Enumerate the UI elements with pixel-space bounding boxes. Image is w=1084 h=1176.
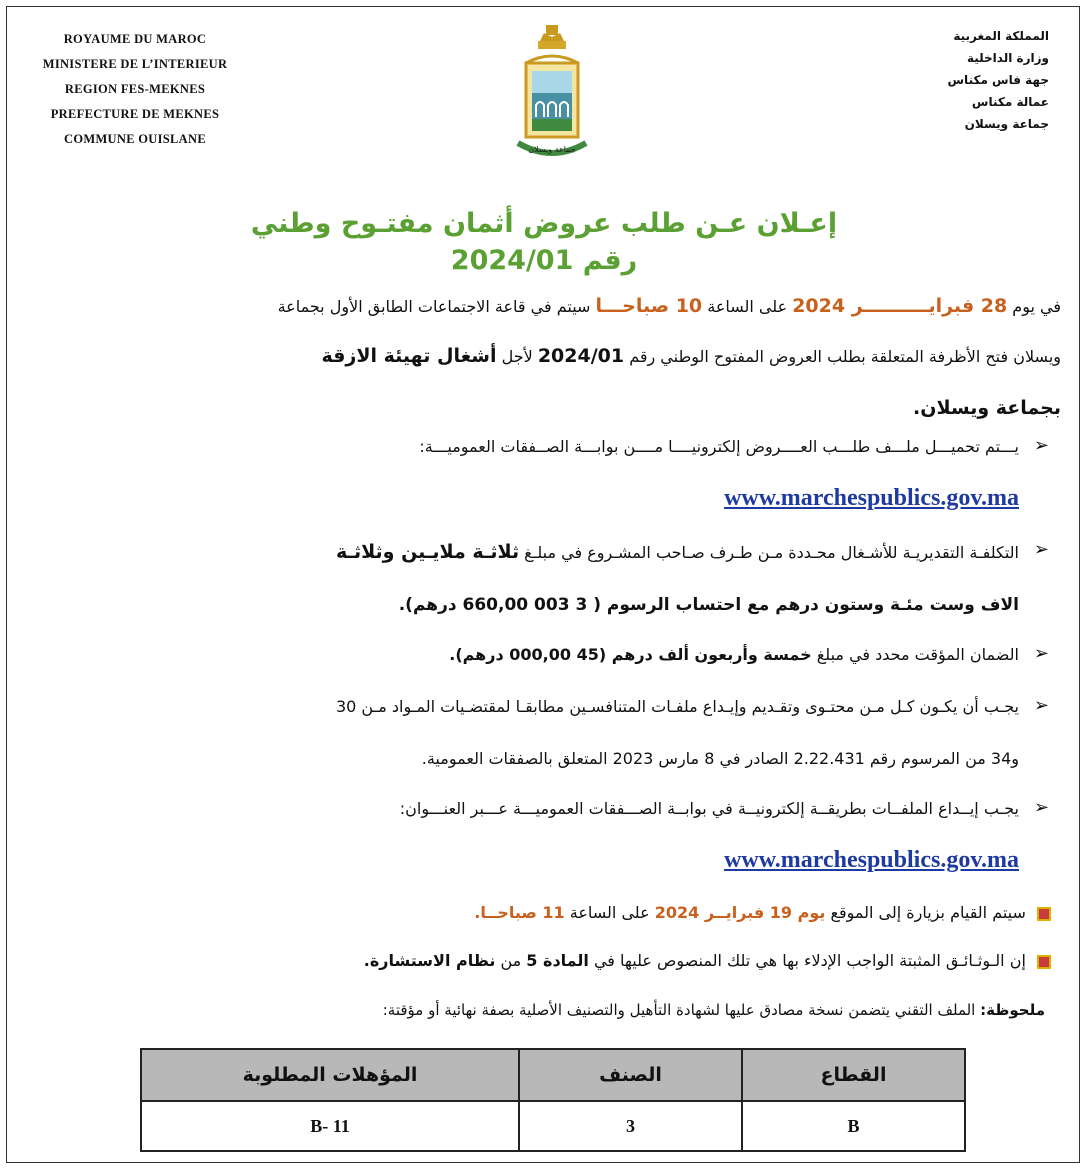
commune-logo [504,21,600,163]
intro-line-3: بجماعة ويسلان. [913,397,1061,419]
arrow-bullet-icon: ➢ [1033,695,1049,716]
cell-sector: B [742,1101,965,1151]
header-fr-line: REGION FES-MEKNES [64,82,206,96]
documents-text: من [500,951,522,970]
cost-text: التكلفـة التقديريـة للأشـغال محـددة مـن طـرف صـاحب المشـروع في مبلـغ [524,543,1019,562]
opening-date: 28 فبرايــــــــــر 2024 [792,295,1008,317]
header-arabic [919,25,1049,135]
announcement-number: رقم 2024/01 [450,245,638,276]
documents-line [25,951,1051,970]
cost-line-1 [25,541,1019,563]
intro-line-2 [25,345,1061,367]
content-line-1: يجـب أن يكـون كـل مـن محتـوى وتقـديم وإيـداع ملفـات المتنافسـين مطابقـا لمقتضـيات المـواد مـن 30 [335,697,1019,716]
header-fr-line: ROYAUME DU MAROC [63,32,207,46]
intro-text: سيتم في قاعة الاجتماعات الطابق الأول بجماعة [277,297,591,316]
header-ar-line: عمالة مكناس [971,95,1049,109]
square-bullet-icon [1037,955,1051,969]
guarantee-amount: خمسة وأربعون ألف درهم (45 000,00 درهم). [449,645,812,664]
intro-text: ويسلان فتح الأظرفة المتعلقة بطلب العروض المفتوح الوطني رقم [629,347,1061,366]
intro-text: لأجل [501,347,533,366]
tender-number: 2024/01 [537,345,625,367]
intro-line-1 [25,295,1061,317]
guarantee-line [25,645,1019,664]
logo-caption: جماعة ويسلان [528,145,576,154]
cell-qualifications: 11 -B [141,1101,519,1151]
deposit-text: يجـب إيــداع الملفــات بطريقــة إلكترونيــة في بوابــة الصـــفقات العموميـــة عـــبر العنـــوان: [399,799,1019,818]
content-line-2: و34 من المرسوم رقم 2.22.431 الصادر في 8 مارس 2023 المتعلق بالصفقات العمومية. [421,749,1019,768]
header-fr-line: MINISTERE DE L’INTERIEUR [42,57,228,71]
visit-text: على الساعة [569,903,650,922]
intro-text: في يوم [1012,297,1061,316]
header-fr-line: COMMUNE OUISLANE [64,132,206,146]
visit-line [25,903,1051,922]
cell-class: 3 [519,1101,742,1151]
visit-date: يوم 19 فبرايــر 2024 [654,903,826,922]
header-ar-line: جهة فاس مكناس [947,73,1049,87]
header-qualifications: المؤهلات المطلوبة [141,1049,519,1101]
header-ar-line: المملكة المغربية [953,29,1049,43]
portal-link-1[interactable]: www.marchespublics.gov.ma [724,485,1019,511]
arrow-bullet-icon: ➢ [1033,643,1049,664]
guarantee-text: الضمان المؤقت محدد في مبلغ [816,645,1019,664]
intro-text: على الساعة [707,297,788,316]
note-text: الملف التقني يتضمن نسخة مصادق عليها لشهادة التأهيل والتصنيف الأصلية بصفة نهائية أو مؤقتة: [382,1001,976,1019]
table-header-row [141,1049,965,1101]
qualifications-table [140,1048,966,1152]
portal-link-2[interactable]: www.marchespublics.gov.ma [724,847,1019,873]
article-reference: المادة 5 [526,951,589,970]
header-sector: القطاع [742,1049,965,1101]
note-line [25,1001,1045,1019]
header-ar-line: وزارة الداخلية [966,51,1049,65]
cost-line-2: الاف وست مئـة وستون درهم مع احتساب الرسوم ( 3 003 660,00 درهم). [398,595,1019,615]
header-class: الصنف [519,1049,742,1101]
header-french [25,27,245,152]
arrow-bullet-icon: ➢ [1033,797,1049,818]
documents-text: إن الـوثـائـق المثبتة الواجب الإدلاء بها هي تلك المنصوص عليها في [593,951,1026,970]
table-row [141,1101,965,1151]
opening-time: 10 صباحـــا [595,295,703,317]
square-bullet-icon [1037,907,1051,921]
header-ar-line: جماعة ويسلان [964,117,1049,131]
announcement-title: إعـلان عـن طلب عروض أثمان مفتـوح وطني [250,208,838,239]
consultation-rules: نظام الاستشارة. [363,951,496,970]
visit-text: سيتم القيام بزيارة إلى الموقع [830,903,1026,922]
arrow-bullet-icon: ➢ [1033,435,1049,456]
document-page [6,6,1080,1163]
arrow-bullet-icon: ➢ [1033,539,1049,560]
download-text: يـــتم تحميـــل ملـــف طلـــب العــــروض إلكترونيــــا مــــن بوابـــة الصــفقات العموميـــة: [419,437,1019,456]
header-fr-line: PREFECTURE DE MEKNES [50,107,220,121]
note-label: ملحوظة: [980,1001,1045,1019]
visit-time: 11 صباحــا. [474,903,565,922]
tender-subject: أشغال تهيئة الازقة [321,345,497,367]
cost-amount: ثلاثـة ملايـين وثلاثـة [335,541,520,563]
